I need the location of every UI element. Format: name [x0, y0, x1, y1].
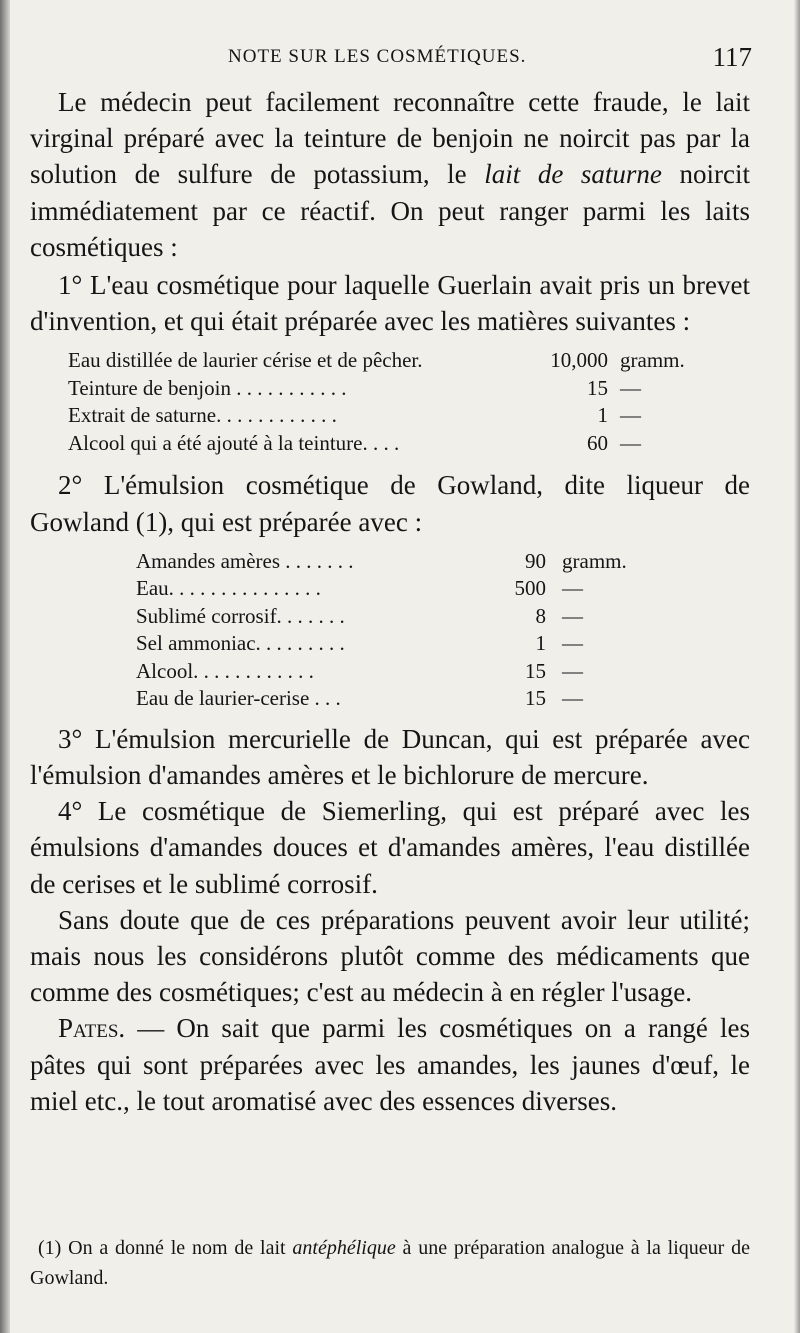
ingredient-quantity: 500	[514, 576, 546, 601]
ingredient-name: Sublimé corrosif. . . . . . .	[136, 603, 345, 628]
ingredient-name: Alcool. . . . . . . . . . . .	[136, 658, 314, 683]
ingredient-quantity: 10,000	[550, 348, 608, 373]
ingredient-unit: —	[562, 686, 583, 711]
paragraph-gowland: 2° L'émulsion cosmétique de Gowland, dite liqueur de Gowland (1), qui est préparée avec :	[30, 470, 750, 537]
ingredient-quantity: 15	[525, 658, 546, 683]
ingredient-unit: —	[620, 403, 641, 428]
ingredient-name: Sel ammoniac. . . . . . . . .	[136, 631, 345, 656]
footnote-text: (1) On a donné le nom de lait	[38, 1237, 286, 1259]
footnote	[30, 1233, 750, 1293]
running-head: NOTE SUR LES COSMÉTIQUES.	[228, 46, 527, 67]
recipe-row	[68, 375, 750, 403]
ingredient-quantity: 60	[587, 430, 608, 455]
ingredient-quantity: 1	[535, 631, 546, 656]
recipe-row	[68, 402, 750, 430]
recipe-guerlain	[68, 347, 750, 457]
paragraph-siemerling: 4° Le cosmétique de Siemerling, qui est préparé avec les émulsions d'amandes douces et d'amandes amères, l'eau distillée de cerises et le sublimé corrosif.	[30, 796, 750, 899]
recipe-row	[136, 548, 750, 576]
ingredient-unit: —	[562, 576, 583, 601]
ingredient-name: Alcool qui a été ajouté à la teinture. . . .	[68, 430, 400, 455]
ingredient-unit: —	[562, 631, 583, 656]
page-number: 117	[712, 42, 752, 72]
paragraph-pates-text: — On sait que parmi les cosmétiques on a rangé les pâtes qui sont préparées avec les amandes, les jaunes d'œuf, le miel etc., le tout aromatisé avec des essences diverses.	[30, 1013, 750, 1116]
paragraph-duncan: 3° L'émulsion mercurielle de Duncan, qui est préparée avec l'émulsion d'amandes amères et le bichlorure de mercure.	[30, 723, 750, 791]
footnote-end: à une préparation analogue à la liqueur de Gowland.	[30, 1237, 751, 1289]
page-binding-shadow	[0, 0, 10, 1333]
paragraph-intro-italic: lait de saturne	[484, 159, 662, 190]
recipe-row	[136, 603, 750, 631]
ingredient-unit: —	[620, 430, 641, 455]
recipe-gowland	[136, 548, 750, 713]
ingredient-name: Extrait de saturne. . . . . . . . . . . .	[68, 403, 337, 428]
recipe-row	[136, 630, 750, 658]
paragraph-intro-end: noircit immédiatement par ce réactif. On peut ranger parmi les laits cosmétiques :	[30, 159, 750, 262]
ingredient-unit: —	[562, 603, 583, 628]
page-edge-shadow	[794, 0, 800, 1333]
ingredient-quantity: 1	[597, 403, 608, 428]
paragraph-conclusion: Sans doute que de ces préparations peuvent avoir leur utilité; mais nous les considérons plutôt comme des médicaments que comme des cosmétiques; c'est au médecin à en régler l'usage.	[30, 904, 750, 1008]
ingredient-unit: gramm.	[620, 348, 685, 373]
ingredient-quantity: 8	[535, 603, 546, 628]
ingredient-name: Eau de laurier-cerise . . .	[136, 686, 341, 711]
recipe-row	[136, 658, 750, 686]
recipe-row	[68, 347, 750, 375]
ingredient-unit: gramm.	[562, 548, 627, 573]
ingredient-name: Eau. . . . . . . . . . . . . . .	[136, 576, 321, 601]
paragraph-guerlain: 1° L'eau cosmétique pour laquelle Guerlain avait pris un brevet d'invention, et qui était préparée avec les matières suivantes :	[30, 270, 750, 337]
footnote-italic: antéphélique	[292, 1237, 396, 1259]
ingredient-unit: —	[620, 375, 641, 400]
page-body	[30, 84, 750, 1119]
paragraph-pates	[30, 1010, 750, 1119]
ingredient-quantity: 15	[587, 375, 608, 400]
ingredient-quantity: 90	[525, 548, 546, 573]
recipe-row	[68, 430, 750, 458]
section-heading-pates: Pates.	[58, 1013, 126, 1044]
paragraph-intro-text: Le médecin peut facilement reconnaître cette fraude, le lait virginal préparé avec la teinture de benjoin ne noircit pas par la solution de sulfure de potassium, le	[30, 87, 750, 190]
recipe-row	[136, 685, 750, 713]
page-header	[228, 42, 758, 82]
recipe-row	[136, 575, 750, 603]
ingredient-quantity: 15	[525, 686, 546, 711]
ingredient-name: Eau distillée de laurier cérise et de pêcher.	[68, 348, 423, 373]
ingredient-name: Amandes amères . . . . . . .	[136, 548, 354, 573]
paragraph-intro	[30, 84, 750, 265]
ingredient-name: Teinture de benjoin . . . . . . . . . . .	[68, 375, 347, 400]
ingredient-unit: —	[562, 658, 583, 683]
